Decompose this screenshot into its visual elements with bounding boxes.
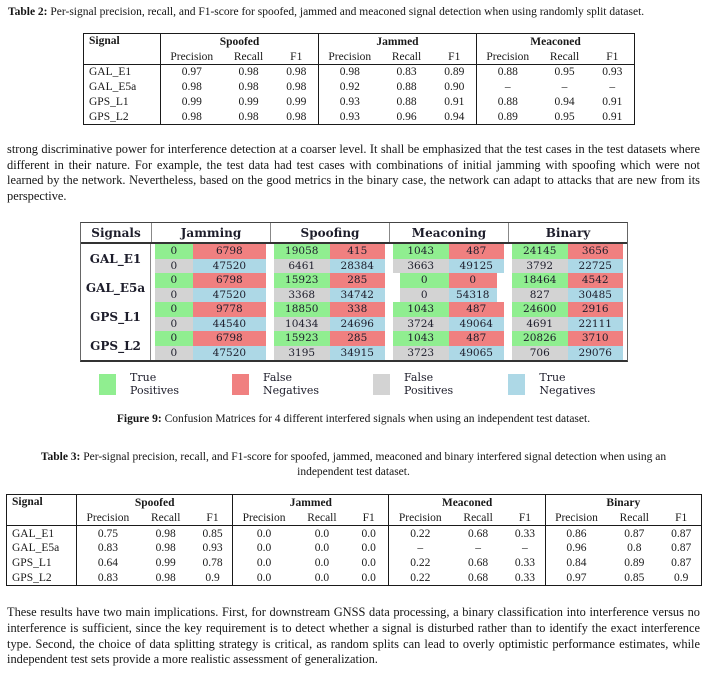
table2 [83,33,635,125]
cm-matrix-spoofing [274,331,385,360]
metric-cell: – [522,542,528,555]
cm-matrix-meaconing [393,273,504,302]
cm-matrix-binary [512,273,623,302]
cm-cell-true-negative: 47520 [193,259,266,274]
metric-cell: 0.85 [202,527,223,540]
metric-cell: 0.0 [233,526,295,541]
cm-cell-false-negative: 6798 [193,244,266,259]
table-row [84,34,635,50]
cm-matrix-jamming [155,244,266,273]
cm-signal-row [81,273,627,302]
cm-cell-true-positive: 1043 [393,331,449,346]
table3-group-binary: Binary [545,495,701,511]
cm-header-jamming: Jamming [151,223,270,242]
metric-cell: 0.88 [396,81,417,93]
metric-cell: 0.97 [545,571,607,586]
figure9-caption-label: Figure 9: [116,413,162,426]
metric-cell: 0.89 [624,557,645,570]
legend-item [508,371,609,397]
metric-cell: 0.98 [286,81,307,93]
metric-cell: 0.22 [389,556,451,571]
cm-cell-false-negative: 338 [330,302,386,317]
table-row [7,541,702,556]
cm-cell-true-negative: 54318 [449,288,498,303]
cm-cell-false-positive: 4691 [512,317,568,332]
metric-cell: 0.98 [161,110,223,125]
cm-signal-name: GPS_L2 [81,331,151,360]
metric-cell: 0.85 [624,572,645,585]
cm-matrix-spoofing [274,302,385,331]
metric-cell: 0.93 [319,110,381,125]
metric-cell: 0.98 [238,110,259,123]
metric-cell: 0.89 [444,66,465,79]
table-row [84,65,635,80]
metric-cell: 0.94 [554,96,575,108]
table3-group-spoofed: Spoofed [77,495,233,511]
cm-cell-false-negative: 285 [330,273,386,288]
metric-cell: 0.98 [155,542,176,555]
cm-cell-true-positive: 24600 [512,302,568,317]
table-row [84,95,635,110]
cm-signal-name: GPS_L1 [81,302,151,331]
signal-cell: GAL_E5a [12,542,60,555]
cm-matrix-jamming [155,273,266,302]
cm-cell-true-positive: 20826 [512,331,568,346]
cm-cell-false-positive: 0 [400,288,449,303]
cm-cell-false-positive: 6461 [274,259,330,274]
legend-swatch-true-positives [99,374,116,395]
metric-cell: 0.86 [545,526,607,541]
cm-cell-false-negative: 0 [449,273,498,288]
legend-label: True Positives [130,371,180,398]
metric-cell: 0.68 [468,557,489,570]
table3-body [7,526,702,586]
legend-item [232,371,335,397]
metric-cell: – [609,81,616,93]
metric-cell: 0.91 [602,110,623,123]
metric-cell: 0.0 [314,572,330,585]
cm-signal-row [81,244,627,273]
cm-cell-true-negative: 44540 [193,317,266,332]
cm-cell-false-negative: 2916 [568,302,624,317]
subheader: F1 [362,512,375,525]
cm-cell-true-negative: 28384 [330,259,386,274]
cm-cell-true-negative: 49125 [449,259,505,274]
table3-group-jammed: Jammed [233,495,389,511]
metric-cell: 0.88 [396,96,417,108]
legend-swatch-true-negatives [508,374,525,395]
metric-cell: 0.0 [233,556,295,571]
table3-head [7,495,702,526]
legend-swatch-false-negatives [232,374,249,395]
cm-cell-true-negative: 22111 [568,317,624,332]
signal-cell: GPS_L1 [12,557,52,570]
cm-matrix-meaconing [393,244,504,273]
legend-item [373,371,470,397]
table3-caption-text: Per-signal precision, recall, and F1-score for spoofed, jammed, meaconed and binary interfered signal detection when using an independent test dataset. [83,451,667,479]
metric-cell: 0.98 [319,65,381,80]
metric-cell: 0.75 [77,526,139,541]
metric-cell: 0.91 [602,96,623,108]
subheader: Recall [549,50,580,63]
metric-cell: 0.93 [202,542,223,555]
cm-cell-false-positive: 0 [155,288,193,303]
metric-cell: 0.91 [444,96,465,108]
cm-cell-true-positive: 19058 [274,244,330,259]
body-paragraph-1: strong discriminative power for interference detection at a coarser level. It shall be emphasized that the test cases in the test datasets where different in their nature. For example, the test data had test cases with combinations of initial jamming with spoofing which were not learned by the network. Nevertheless, based on the good metrics in the binary case, the network can adapt to attacks that are new from its perspective. [7,142,700,203]
subheader: Precision [389,511,451,526]
legend-label: False Negatives [262,371,319,398]
metric-cell: 0.94 [444,110,465,123]
cm-cell-true-positive: 0 [155,302,193,317]
metric-cell: 0.0 [361,557,376,570]
signal-cell: GPS_L2 [89,110,129,123]
metric-cell: – [389,541,451,556]
metric-cell: 0.97 [161,65,223,80]
metric-cell: 0.83 [77,541,139,556]
table2-caption [7,5,700,19]
table2-caption-text: Per-signal precision, recall, and F1-score for spoofed, jammed and meaconed signal detection when using randomly split dataset. [50,6,645,18]
cm-cell-false-positive: 3195 [274,346,330,361]
cm-cell-false-positive: 0 [155,259,193,274]
table3-caption-label: Table 3: [40,451,81,464]
table-row [7,511,702,526]
table3-caption [28,450,680,480]
metric-cell: 0.99 [155,557,176,570]
metric-cell: 0.98 [286,110,307,123]
cm-cell-false-negative: 415 [330,244,386,259]
table2-caption-label: Table 2: [8,6,48,18]
cm-cell-true-negative: 49064 [449,317,505,332]
cm-cell-false-positive: 0 [155,346,193,361]
cm-header-row [81,223,627,244]
cm-cell-false-negative: 6798 [193,273,266,288]
cm-cell-true-negative: 34742 [330,288,386,303]
figure9-caption-text: Confusion Matrices for 4 different interfered signals when using an independent test dataset. [164,413,591,426]
metric-cell: 0.87 [671,542,692,555]
subheader: Recall [619,512,649,525]
metric-cell: 0.9 [673,572,689,585]
metric-cell: 0.96 [545,541,607,556]
cm-signal-row [81,302,627,331]
cm-cell-false-negative: 4542 [568,273,624,288]
subheader: Precision [161,50,223,65]
cm-header-binary: Binary [508,223,627,242]
metric-cell: 0.98 [238,66,259,79]
cm-cell-true-negative: 22725 [568,259,624,274]
metric-cell: 0.90 [444,81,465,93]
cm-cell-true-negative: 49065 [449,346,505,361]
subheader: Recall [391,50,422,63]
metric-cell: 0.98 [286,66,307,79]
cm-cell-true-negative: 29076 [568,346,624,361]
signal-cell: GAL_E1 [12,527,55,540]
cm-cell-false-positive: 827 [512,288,568,303]
metric-cell: 0.0 [361,527,376,540]
table2-head [84,34,635,65]
cm-cell-true-positive: 15923 [274,273,330,288]
subheader: F1 [675,512,688,525]
metric-cell: 0.87 [624,527,645,540]
metric-cell: 0.0 [314,557,330,570]
metric-cell: 0.83 [77,571,139,586]
cm-matrix-binary [512,302,623,331]
metric-cell: 0.96 [396,110,417,123]
cm-cell-true-positive: 0 [155,273,193,288]
metric-cell: 0.78 [202,557,223,570]
cm-cell-true-positive: 0 [155,331,193,346]
legend-label: False Positives [404,371,454,398]
metric-cell: 0.0 [233,541,295,556]
cm-cell-true-negative: 47520 [193,346,266,361]
signal-cell: GAL_E5a [89,81,137,93]
cm-cell-true-positive: 0 [155,244,193,259]
subheader: F1 [206,512,219,525]
cm-cell-true-negative: 30485 [568,288,624,303]
cm-cell-false-positive: 3792 [512,259,568,274]
subheader: Precision [319,50,381,65]
table-row [84,50,635,65]
metric-cell: 0.68 [468,572,489,585]
cm-matrix-spoofing [274,244,385,273]
cm-matrix-meaconing [393,331,504,360]
table2-group-jammed: Jammed [319,34,477,50]
metric-cell: 0.83 [396,66,417,79]
metric-cell: 0.33 [514,527,535,540]
metric-cell: 0.87 [671,557,692,570]
cm-cell-true-positive: 18850 [274,302,330,317]
table2-body [84,65,635,125]
figure9-confusion-matrix-table [80,222,628,362]
cm-header-signals: Signals [91,225,141,240]
figure9-legend [80,371,628,397]
cm-matrix-binary [512,244,623,273]
cm-cell-false-positive: 0 [155,317,193,332]
metric-cell: 0.98 [161,80,223,95]
metric-cell: 0.98 [155,527,176,540]
cm-cell-false-negative: 9778 [193,302,266,317]
metric-cell: 0.98 [238,81,259,93]
metric-cell: – [477,80,539,95]
metric-cell: 0.33 [514,572,535,585]
table-row [7,571,702,586]
cm-cell-false-positive: 10434 [274,317,330,332]
table3-group-meaconed: Meaconed [389,495,545,511]
cm-header-meaconing: Meaconing [389,223,508,242]
cm-cell-false-negative: 487 [449,244,505,259]
metric-cell: 0.95 [554,66,575,79]
metric-cell: 0.0 [233,571,295,586]
metric-cell: 0.84 [545,556,607,571]
metric-cell: 0.88 [477,95,539,110]
metric-cell: 0.87 [671,527,692,540]
cm-cell-true-positive: 1043 [393,302,449,317]
cm-cell-false-positive: 3723 [393,346,449,361]
metric-cell: 0.22 [389,571,451,586]
table3-header-signal: Signal [12,496,43,509]
cm-cell-false-negative: 487 [449,302,505,317]
cm-signal-row [81,331,627,360]
cm-cell-false-positive: 3724 [393,317,449,332]
table2-group-spoofed: Spoofed [161,34,319,50]
cm-matrix-meaconing [393,302,504,331]
subheader: Recall [151,512,181,525]
subheader: Precision [77,511,139,526]
subheader: F1 [448,50,461,63]
legend-swatch-false-positives [373,374,390,395]
subheader: Precision [477,50,539,65]
cm-cell-true-negative: 47520 [193,288,266,303]
metric-cell: 0.89 [477,110,539,125]
cm-matrix-binary [512,331,623,360]
subheader: Recall [233,50,264,63]
metric-cell: 0.93 [602,66,623,79]
cm-cell-false-positive: 3663 [393,259,449,274]
metric-cell: 0.95 [554,110,575,123]
metric-cell: 0.68 [468,527,489,540]
metric-cell: 0.98 [155,572,176,585]
subheader: Recall [463,512,493,525]
subheader: Precision [233,511,295,526]
cm-cell-false-positive: 706 [512,346,568,361]
body-paragraph-2: These results have two main implications. First, for downstream GNSS data processing, a binary classification into interference versus no interference is sufficient, since the key requirement is to detect whether a signal is disturbed rather than to identify the exact interference type. Second, the choice of data splitting strategy is critical, as random splits can lead to overly optimistic performance estimates, while independent test sets provide a more realistic assessment of generalization. [7,605,700,667]
table3 [6,494,702,586]
table2-group-meaconed: Meaconed [477,34,635,50]
metric-cell: 0.22 [389,526,451,541]
table2-header-signal: Signal [89,35,120,47]
metric-cell: 0.92 [319,80,381,95]
metric-cell: 0.0 [361,572,376,585]
metric-cell: 0.0 [314,527,330,540]
signal-cell: GPS_L1 [89,96,129,108]
cm-cell-true-positive: 1043 [393,244,449,259]
cm-signal-name: GAL_E5a [81,273,151,302]
metric-cell: 0.99 [161,95,223,110]
cm-matrix-jamming [155,331,266,360]
cm-header-spoofing: Spoofing [270,223,389,242]
cm-cell-true-negative: 34915 [330,346,386,361]
subheader: F1 [606,50,619,63]
metric-cell: 0.93 [319,95,381,110]
subheader: F1 [518,512,531,525]
table-row [7,495,702,511]
figure9-caption [7,412,700,426]
cm-cell-true-positive: 18464 [512,273,568,288]
metric-cell: 0.0 [314,542,330,555]
cm-cell-false-negative: 6798 [193,331,266,346]
metric-cell: 0.99 [286,96,307,108]
metric-cell: 0.88 [477,65,539,80]
subheader: F1 [290,50,303,63]
metric-cell: 0.33 [514,557,535,570]
cm-cell-true-positive: 0 [400,273,449,288]
cm-cell-true-positive: 15923 [274,331,330,346]
cm-cell-false-positive: 3368 [274,288,330,303]
legend-label: True Negatives [539,371,596,398]
cm-cell-false-negative: 487 [449,331,505,346]
signal-cell: GAL_E1 [89,66,132,79]
metric-cell: 0.8 [627,542,642,555]
cm-cell-false-negative: 3656 [568,244,624,259]
cm-cell-true-negative: 24696 [330,317,386,332]
table-row [84,110,635,125]
table-row [7,556,702,571]
table-row [84,80,635,95]
cm-matrix-spoofing [274,273,385,302]
subheader: Precision [545,511,607,526]
cm-cell-false-negative: 285 [330,331,386,346]
metric-cell: 0.0 [361,542,376,555]
cm-signal-name: GAL_E1 [81,244,151,273]
cm-cell-true-positive: 24145 [512,244,568,259]
metric-cell: – [475,542,481,555]
metric-cell: 0.9 [205,572,220,585]
legend-item [99,371,194,397]
subheader: Recall [307,512,337,525]
metric-cell: – [561,81,568,93]
metric-cell: 0.99 [238,96,259,108]
cm-cell-false-negative: 3710 [568,331,624,346]
table-row [7,526,702,541]
metric-cell: 0.64 [77,556,139,571]
signal-cell: GPS_L2 [12,572,52,585]
cm-matrix-jamming [155,302,266,331]
